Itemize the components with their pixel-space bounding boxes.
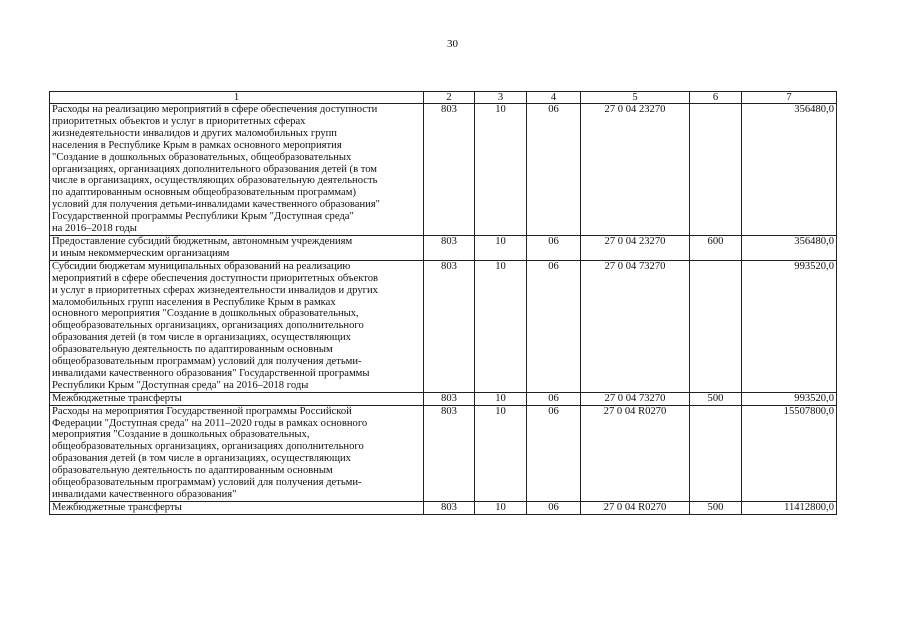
row-section-code: 10 bbox=[475, 405, 527, 501]
row-target-article: 27 0 04 73270 bbox=[581, 260, 690, 392]
row-section-code: 10 bbox=[475, 260, 527, 392]
row-description: Субсидии бюджетам муниципальных образований на реализацию мероприятий в сфере обеспечения доступности приоритетных объектов и услуг в приоритетных сферах жизнедеятельности инвалидов и других маломобильных групп населения в Республике Крым в рамках основного мероприятия "Создание в дошкольных образовательных, общеобразовательных организациях, организациях дополнительного образования детей (в том числе в организациях, осуществляющих образовательную деятельность по адаптированным основным общеобразовательным программам) условий для получения детьми- инвалидами качественного образования" Государственной программы Республики Крым "Доступная среда" на 2016–2018 годы bbox=[50, 260, 424, 392]
budget-table bbox=[49, 91, 837, 515]
row-expense-type bbox=[690, 260, 742, 392]
row-amount: 993520,0 bbox=[742, 260, 837, 392]
row-description: Межбюджетные трансферты bbox=[50, 392, 424, 405]
row-amount: 993520,0 bbox=[742, 392, 837, 405]
table-row bbox=[50, 405, 837, 501]
row-target-article: 27 0 04 23270 bbox=[581, 235, 690, 260]
table-header-row bbox=[50, 92, 837, 104]
table-row bbox=[50, 501, 837, 514]
row-amount: 15507800,0 bbox=[742, 405, 837, 501]
row-expense-type bbox=[690, 405, 742, 501]
row-target-article: 27 0 04 R0270 bbox=[581, 501, 690, 514]
header-col-6: 6 bbox=[690, 92, 742, 104]
header-col-5: 5 bbox=[581, 92, 690, 104]
row-description: Предоставление субсидий бюджетным, автономным учреждениям и иным некоммерческим организациям bbox=[50, 235, 424, 260]
page-number: 30 bbox=[447, 38, 458, 50]
row-section-code: 10 bbox=[475, 501, 527, 514]
row-ministry-code: 803 bbox=[424, 235, 475, 260]
header-col-4: 4 bbox=[527, 92, 581, 104]
header-col-3: 3 bbox=[475, 92, 527, 104]
row-expense-type: 600 bbox=[690, 235, 742, 260]
table-row bbox=[50, 260, 837, 392]
row-target-article: 27 0 04 73270 bbox=[581, 392, 690, 405]
row-ministry-code: 803 bbox=[424, 104, 475, 236]
row-ministry-code: 803 bbox=[424, 392, 475, 405]
row-description: Расходы на мероприятия Государственной программы Российской Федерации "Доступная среда" на 2011–2020 годы в рамках основного мероприятия "Создание в дошкольных образовательных, общеобразовательных организациях, организациях дополнительного образования детей (в том числе в организациях, осуществляющих образовательную деятельность по адаптированным основным общеобразовательным программам) условий для получения детьми- инвалидами качественного образования" bbox=[50, 405, 424, 501]
row-ministry-code: 803 bbox=[424, 405, 475, 501]
row-expense-type: 500 bbox=[690, 501, 742, 514]
row-section-code: 10 bbox=[475, 104, 527, 236]
row-subsection-code: 06 bbox=[527, 104, 581, 236]
header-col-7: 7 bbox=[742, 92, 837, 104]
row-subsection-code: 06 bbox=[527, 501, 581, 514]
row-target-article: 27 0 04 23270 bbox=[581, 104, 690, 236]
row-amount: 356480,0 bbox=[742, 104, 837, 236]
row-subsection-code: 06 bbox=[527, 405, 581, 501]
row-description: Межбюджетные трансферты bbox=[50, 501, 424, 514]
row-target-article: 27 0 04 R0270 bbox=[581, 405, 690, 501]
row-ministry-code: 803 bbox=[424, 260, 475, 392]
row-section-code: 10 bbox=[475, 392, 527, 405]
row-subsection-code: 06 bbox=[527, 235, 581, 260]
header-col-1: 1 bbox=[50, 92, 424, 104]
row-amount: 11412800,0 bbox=[742, 501, 837, 514]
row-subsection-code: 06 bbox=[527, 260, 581, 392]
row-section-code: 10 bbox=[475, 235, 527, 260]
table-row bbox=[50, 392, 837, 405]
row-amount: 356480,0 bbox=[742, 235, 837, 260]
row-expense-type bbox=[690, 104, 742, 236]
row-expense-type: 500 bbox=[690, 392, 742, 405]
table-row bbox=[50, 104, 837, 236]
row-description: Расходы на реализацию мероприятий в сфере обеспечения доступности приоритетных объектов и услуг в приоритетных сферах жизнедеятельности инвалидов и других маломобильных групп населения в Республике Крым в рамках основного мероприятия "Создание в дошкольных образовательных, общеобразовательных организациях, организациях дополнительного образования детей (в том числе в организациях, осуществляющих образовательную деятельность по адаптированным основным общеобразовательным программам) условий для получения детьми-инвалидами качественного образования" Государственной программы Республики Крым "Доступная среда" на 2016–2018 годы bbox=[50, 104, 424, 236]
header-col-2: 2 bbox=[424, 92, 475, 104]
table-row bbox=[50, 235, 837, 260]
row-ministry-code: 803 bbox=[424, 501, 475, 514]
row-subsection-code: 06 bbox=[527, 392, 581, 405]
